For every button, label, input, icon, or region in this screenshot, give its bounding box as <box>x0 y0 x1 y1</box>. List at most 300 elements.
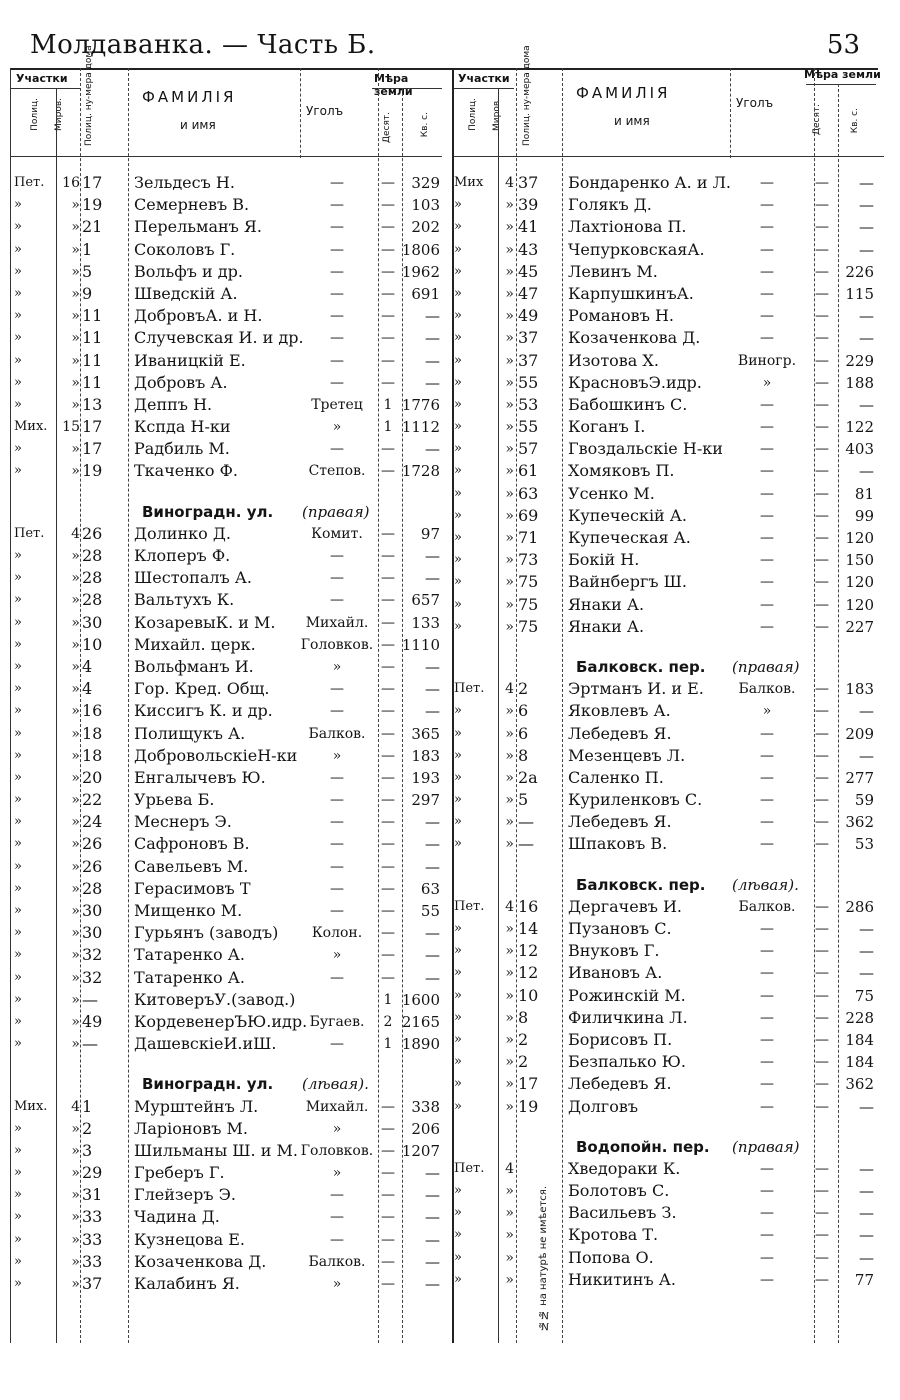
area-sq-sazhen: 277 <box>845 768 874 787</box>
corner-street: — <box>760 308 774 325</box>
house-number: 49 <box>518 306 539 326</box>
corner-street: — <box>330 681 344 698</box>
area-desyatin: — <box>381 463 395 480</box>
area-sq-sazhen: 209 <box>845 724 874 743</box>
owner-name: Романовъ Н. <box>568 306 674 326</box>
police-district: » <box>454 463 462 479</box>
civil-district: » <box>71 263 80 280</box>
civil-district: » <box>71 747 80 764</box>
area-desyatin: — <box>381 969 395 986</box>
house-number: 55 <box>518 417 539 437</box>
house-number: 28 <box>82 878 103 898</box>
house-number: 63 <box>518 483 539 503</box>
owner-name: Козаченкова Д. <box>134 1251 267 1271</box>
owner-name: Болотовъ С. <box>568 1181 670 1201</box>
corner-street: » <box>332 1120 342 1137</box>
corner-street: — <box>760 747 774 764</box>
civil-district: » <box>505 396 514 413</box>
police-district: » <box>454 814 462 830</box>
corner-street: — <box>760 1183 774 1200</box>
civil-district: » <box>71 330 80 347</box>
area-desyatin: — <box>381 285 395 302</box>
civil-district: » <box>505 1031 514 1048</box>
area-sq-sazhen: 1776 <box>401 395 440 414</box>
police-district: » <box>454 574 462 590</box>
area-sq-sazhen: 229 <box>845 351 874 370</box>
area-sq-sazhen: 77 <box>854 1270 874 1289</box>
civil-district: » <box>505 441 514 458</box>
house-number: 39 <box>518 195 539 215</box>
corner-street: » <box>332 419 342 436</box>
area-desyatin: — <box>381 1098 395 1115</box>
house-number: 37 <box>518 350 539 370</box>
table-row <box>452 678 884 700</box>
house-number: 19 <box>82 461 103 481</box>
owner-name: Янаки А. <box>568 594 645 614</box>
civil-district: » <box>71 548 80 564</box>
civil-district: » <box>71 352 80 369</box>
table-row <box>452 194 884 216</box>
table-row <box>10 1033 442 1055</box>
police-district: » <box>454 374 462 390</box>
corner-street: — <box>760 921 774 937</box>
owner-name: Случевская И. и др. <box>134 328 304 348</box>
police-district: » <box>14 592 22 608</box>
area-desyatin: — <box>815 330 829 347</box>
civil-district: » <box>505 1271 514 1288</box>
table-row <box>452 1202 884 1224</box>
corner-street: — <box>330 219 344 236</box>
owner-name: Куриленковъ С. <box>568 790 703 810</box>
area-sq-sazhen: 122 <box>845 418 874 437</box>
area-sq-sazhen: — <box>859 462 874 481</box>
police-district: » <box>14 658 22 674</box>
civil-district: » <box>505 1183 514 1200</box>
header-imya: и имя <box>614 114 650 128</box>
area-sq-sazhen: 286 <box>845 897 874 916</box>
area-desyatin: — <box>815 681 829 698</box>
civil-district: » <box>71 947 80 964</box>
area-desyatin: — <box>815 1271 829 1288</box>
corner-street: — <box>760 792 774 809</box>
owner-name: Татаренко А. <box>134 967 245 987</box>
corner-street: — <box>760 530 774 546</box>
owner-name: Енгалычевъ Ю. <box>134 767 266 787</box>
table-row <box>10 1118 442 1140</box>
table-row <box>10 789 442 811</box>
police-district: » <box>454 1098 462 1114</box>
corner-street: — <box>330 1187 344 1204</box>
table-row <box>452 833 884 855</box>
area-sq-sazhen: — <box>425 1230 440 1249</box>
area-sq-sazhen: 362 <box>845 813 874 832</box>
corner-street: — <box>330 441 344 458</box>
area-sq-sazhen: — <box>425 1186 440 1205</box>
owner-name: Рожинскій М. <box>568 985 686 1005</box>
area-desyatin: — <box>815 1054 829 1071</box>
civil-district: » <box>71 880 80 897</box>
police-district: » <box>454 419 462 435</box>
house-number: 4 <box>82 679 93 699</box>
header-nomer: Полиц. ну-мера дома <box>84 45 94 146</box>
area-sq-sazhen: 63 <box>420 879 440 898</box>
area-sq-sazhen: — <box>425 680 440 699</box>
house-number: 61 <box>518 461 539 481</box>
civil-district: » <box>505 219 514 236</box>
civil-district: » <box>505 703 514 720</box>
police-district: » <box>454 219 462 235</box>
police-district: » <box>454 747 462 763</box>
police-district: » <box>454 1249 462 1265</box>
area-desyatin: — <box>381 814 395 831</box>
street-side: (правая) <box>732 657 800 676</box>
owner-name: Филичкина Л. <box>568 1007 688 1027</box>
corner-street: — <box>330 858 344 875</box>
area-sq-sazhen: — <box>859 1159 874 1178</box>
civil-district: » <box>71 814 80 831</box>
corner-street: Михайл. <box>305 614 369 631</box>
table-row <box>10 745 442 767</box>
corner-street: Виногр. <box>737 352 797 369</box>
civil-district: » <box>505 197 514 214</box>
table-row <box>10 989 442 1011</box>
table-row <box>10 239 442 261</box>
area-desyatin: — <box>381 1209 395 1226</box>
house-number: 45 <box>518 261 539 281</box>
house-number: 71 <box>518 528 539 547</box>
house-number: 53 <box>518 394 539 414</box>
table-row <box>10 589 442 611</box>
owner-name: Соколовъ Г. <box>134 239 236 259</box>
header-kv: Кв. с. <box>420 112 430 138</box>
corner-street: » <box>332 1276 342 1292</box>
page-header <box>30 26 860 66</box>
civil-district: » <box>71 374 80 391</box>
police-district: » <box>454 703 462 719</box>
area-sq-sazhen: 120 <box>845 595 874 614</box>
civil-district: » <box>505 352 514 369</box>
civil-district: » <box>71 703 80 720</box>
area-desyatin: — <box>815 792 829 809</box>
area-sq-sazhen: — <box>425 657 440 676</box>
area-desyatin: — <box>381 1187 395 1204</box>
table-row <box>452 1073 884 1095</box>
area-desyatin: — <box>815 1031 829 1048</box>
police-district: » <box>14 747 22 763</box>
owner-name: Семерневъ В. <box>134 195 250 215</box>
house-number: 11 <box>82 328 103 348</box>
area-desyatin: — <box>815 898 829 915</box>
house-number: 33 <box>82 1251 103 1271</box>
header-desyat: Десят. <box>382 112 392 144</box>
corner-street: — <box>760 396 774 413</box>
civil-district: » <box>71 1253 80 1270</box>
civil-district: » <box>71 1231 80 1248</box>
police-district: » <box>14 308 22 324</box>
civil-district: » <box>71 792 80 809</box>
civil-district: » <box>505 1076 514 1093</box>
area-desyatin: — <box>381 374 395 391</box>
police-district: » <box>14 1036 22 1052</box>
table-row <box>452 962 884 984</box>
civil-district: » <box>71 197 80 214</box>
corner-street: — <box>760 507 774 524</box>
police-district: » <box>454 1009 462 1025</box>
area-sq-sazhen: 188 <box>845 373 874 392</box>
police-district: » <box>454 769 462 785</box>
house-number: 30 <box>82 901 103 920</box>
area-desyatin: — <box>381 525 395 542</box>
right-rows <box>452 172 884 1291</box>
table-row <box>452 216 884 238</box>
area-sq-sazhen: 99 <box>854 506 874 525</box>
area-sq-sazhen: 1728 <box>401 462 440 481</box>
area-sq-sazhen: 81 <box>854 484 874 503</box>
owner-name: Купеческій А. <box>568 505 688 525</box>
area-sq-sazhen: 120 <box>845 529 874 547</box>
house-number: 4 <box>82 656 93 676</box>
police-district: » <box>14 241 22 257</box>
area-sq-sazhen: 133 <box>411 613 440 632</box>
area-desyatin: — <box>381 1276 395 1292</box>
corner-street: — <box>760 197 774 214</box>
house-number: 26 <box>82 523 103 543</box>
owner-name: Лебедевъ Я. <box>568 812 672 832</box>
police-district: » <box>454 965 462 981</box>
area-desyatin: — <box>815 965 829 982</box>
house-number: 17 <box>82 439 103 459</box>
police-district: » <box>454 507 462 523</box>
corner-street: — <box>330 703 344 720</box>
house-number: 73 <box>518 550 539 570</box>
police-district: » <box>14 441 22 457</box>
police-district: » <box>14 1253 22 1269</box>
civil-district: » <box>505 814 514 831</box>
police-district: » <box>14 1013 22 1029</box>
owner-name: Внуковъ Г. <box>568 941 660 961</box>
owner-name: Гурьянъ (заводъ) <box>134 923 279 943</box>
corner-street: — <box>760 1205 774 1222</box>
corner-street: — <box>330 197 344 214</box>
civil-district: » <box>71 1036 80 1053</box>
table-row <box>452 811 884 833</box>
area-desyatin: — <box>381 441 395 458</box>
area-desyatin: — <box>815 441 829 458</box>
police-district: Пет. <box>454 1160 485 1176</box>
house-number: 32 <box>82 967 103 987</box>
area-sq-sazhen: 226 <box>845 262 874 281</box>
house-number: 18 <box>82 723 103 743</box>
owner-name: Гор. Кред. Общ. <box>134 679 270 699</box>
police-district: » <box>454 241 462 257</box>
corner-street: — <box>760 943 774 960</box>
corner-street: — <box>330 792 344 809</box>
house-number: 8 <box>518 745 529 765</box>
house-number: 2 <box>518 1029 529 1049</box>
house-number: 37 <box>518 328 539 348</box>
owner-name: Лебедевъ Я. <box>568 723 672 743</box>
owner-name: Иваницкій Е. <box>134 350 246 370</box>
table-row <box>452 327 884 349</box>
corner-street: — <box>760 1227 774 1244</box>
house-number: 57 <box>518 439 539 459</box>
owner-name: Ивановъ А. <box>568 963 663 983</box>
house-number: 41 <box>518 217 539 237</box>
civil-district: » <box>505 1054 514 1071</box>
police-district: » <box>454 1076 462 1092</box>
police-district: » <box>14 991 22 1007</box>
area-sq-sazhen: 193 <box>411 768 440 787</box>
owner-name: Бондаренко А. и Л. <box>568 173 732 192</box>
table-row <box>452 283 884 305</box>
civil-district: » <box>71 1120 80 1137</box>
area-sq-sazhen: 1207 <box>401 1141 440 1160</box>
owner-name: Хомяковъ П. <box>568 461 675 481</box>
house-number: 8 <box>518 1007 529 1027</box>
corner-street: — <box>760 285 774 302</box>
area-desyatin: — <box>815 530 829 546</box>
header-polits: Полиц. <box>468 98 478 131</box>
table-row <box>452 483 884 505</box>
area-sq-sazhen: — <box>425 547 440 565</box>
corner-street: Михайл. <box>305 1098 369 1115</box>
owner-name: Чадина Д. <box>134 1207 220 1227</box>
house-number: 14 <box>518 919 539 938</box>
owner-name: Вальтухъ К. <box>134 590 235 610</box>
area-desyatin: — <box>815 552 829 569</box>
civil-district: » <box>71 463 80 480</box>
civil-district: » <box>505 308 514 325</box>
area-sq-sazhen: — <box>859 942 874 961</box>
owner-name: Вольфманъ И. <box>134 656 254 676</box>
table-row <box>10 634 442 656</box>
owner-name: Радбиль М. <box>134 439 230 459</box>
civil-district: » <box>505 987 514 1004</box>
corner-street: — <box>760 419 774 436</box>
table-row <box>452 305 884 327</box>
table-row <box>452 1224 884 1246</box>
area-desyatin: — <box>815 197 829 214</box>
corner-street: — <box>760 219 774 236</box>
police-district: Пет. <box>454 898 485 914</box>
area-desyatin: — <box>381 636 395 653</box>
area-sq-sazhen: — <box>859 329 874 348</box>
house-number: 75 <box>518 572 539 592</box>
civil-district: » <box>71 441 80 458</box>
area-sq-sazhen: — <box>859 395 874 414</box>
civil-district: » <box>71 1165 80 1182</box>
corner-street: — <box>760 987 774 1004</box>
owner-name: Татаренко А. <box>134 945 245 965</box>
area-sq-sazhen: — <box>425 813 440 832</box>
area-sq-sazhen: — <box>425 1208 440 1227</box>
civil-district: » <box>505 263 514 280</box>
owner-name: ДашевскіеИ.иШ. <box>134 1034 277 1054</box>
corner-street: » <box>332 747 342 764</box>
area-desyatin: — <box>381 175 395 191</box>
police-district: Пет. <box>14 525 45 541</box>
area-sq-sazhen: — <box>859 1204 874 1223</box>
owner-name: Ткаченко Ф. <box>134 461 239 481</box>
house-number: — <box>518 834 534 854</box>
civil-district: 15 <box>62 419 80 436</box>
area-sq-sazhen: — <box>425 946 440 965</box>
civil-district: » <box>505 285 514 302</box>
table-row <box>10 1011 442 1033</box>
area-desyatin: — <box>381 836 395 853</box>
owner-name: ЧепурковскаяА. <box>568 239 705 259</box>
area-sq-sazhen: 1806 <box>401 240 440 259</box>
table-row <box>10 438 442 460</box>
police-district: Мих <box>454 175 484 190</box>
house-number: 5 <box>82 261 93 281</box>
owner-name: Коганъ І. <box>568 417 646 437</box>
corner-street: — <box>330 175 344 191</box>
area-sq-sazhen: 1112 <box>401 418 440 437</box>
civil-district: » <box>505 419 514 436</box>
table-row <box>452 505 884 527</box>
owner-name: Шестопалъ А. <box>134 568 253 588</box>
table-row <box>452 723 884 745</box>
police-district: » <box>454 725 462 741</box>
corner-street: — <box>760 552 774 569</box>
house-number: 12 <box>518 941 539 961</box>
police-district: » <box>14 636 22 652</box>
table-row <box>452 1247 884 1269</box>
area-desyatin: — <box>381 747 395 764</box>
civil-district: 4 <box>505 681 514 698</box>
table-row <box>10 567 442 589</box>
area-sq-sazhen: — <box>425 373 440 392</box>
section-heading <box>452 874 884 896</box>
civil-district: » <box>71 1142 80 1159</box>
owner-name: Долговъ <box>568 1096 639 1116</box>
table-row <box>10 394 442 416</box>
table-row <box>452 745 884 767</box>
table-row <box>452 172 884 194</box>
table-row <box>10 305 442 327</box>
police-district: » <box>454 1183 462 1199</box>
area-desyatin: — <box>381 1253 395 1270</box>
table-row <box>10 723 442 745</box>
civil-district: » <box>505 1009 514 1026</box>
table-row <box>10 416 442 438</box>
corner-street: Балков. <box>738 898 796 915</box>
header-uchastki: Участки <box>16 72 68 85</box>
house-number: 6 <box>518 701 529 721</box>
area-desyatin: — <box>815 1249 829 1266</box>
owner-name: Полищукъ А. <box>134 723 246 743</box>
owner-name: Савельевъ М. <box>134 856 249 876</box>
owner-name: Шильманы Ш. и М. <box>134 1140 298 1160</box>
police-district: » <box>14 463 22 479</box>
area-desyatin: — <box>815 175 829 191</box>
house-number: 26 <box>82 834 103 854</box>
corner-street: — <box>760 1076 774 1093</box>
table-row <box>10 767 442 789</box>
area-sq-sazhen: 75 <box>854 986 874 1005</box>
house-number: 29 <box>82 1163 103 1183</box>
area-sq-sazhen: 120 <box>845 573 874 592</box>
house-number: 1 <box>82 1096 93 1116</box>
police-district: » <box>14 352 22 368</box>
table-row <box>10 372 442 394</box>
owner-name: Добровъ А. <box>134 372 228 392</box>
civil-district: 4 <box>505 898 514 915</box>
police-district: » <box>14 1209 22 1225</box>
area-desyatin: — <box>815 352 829 369</box>
police-district: » <box>14 925 22 941</box>
